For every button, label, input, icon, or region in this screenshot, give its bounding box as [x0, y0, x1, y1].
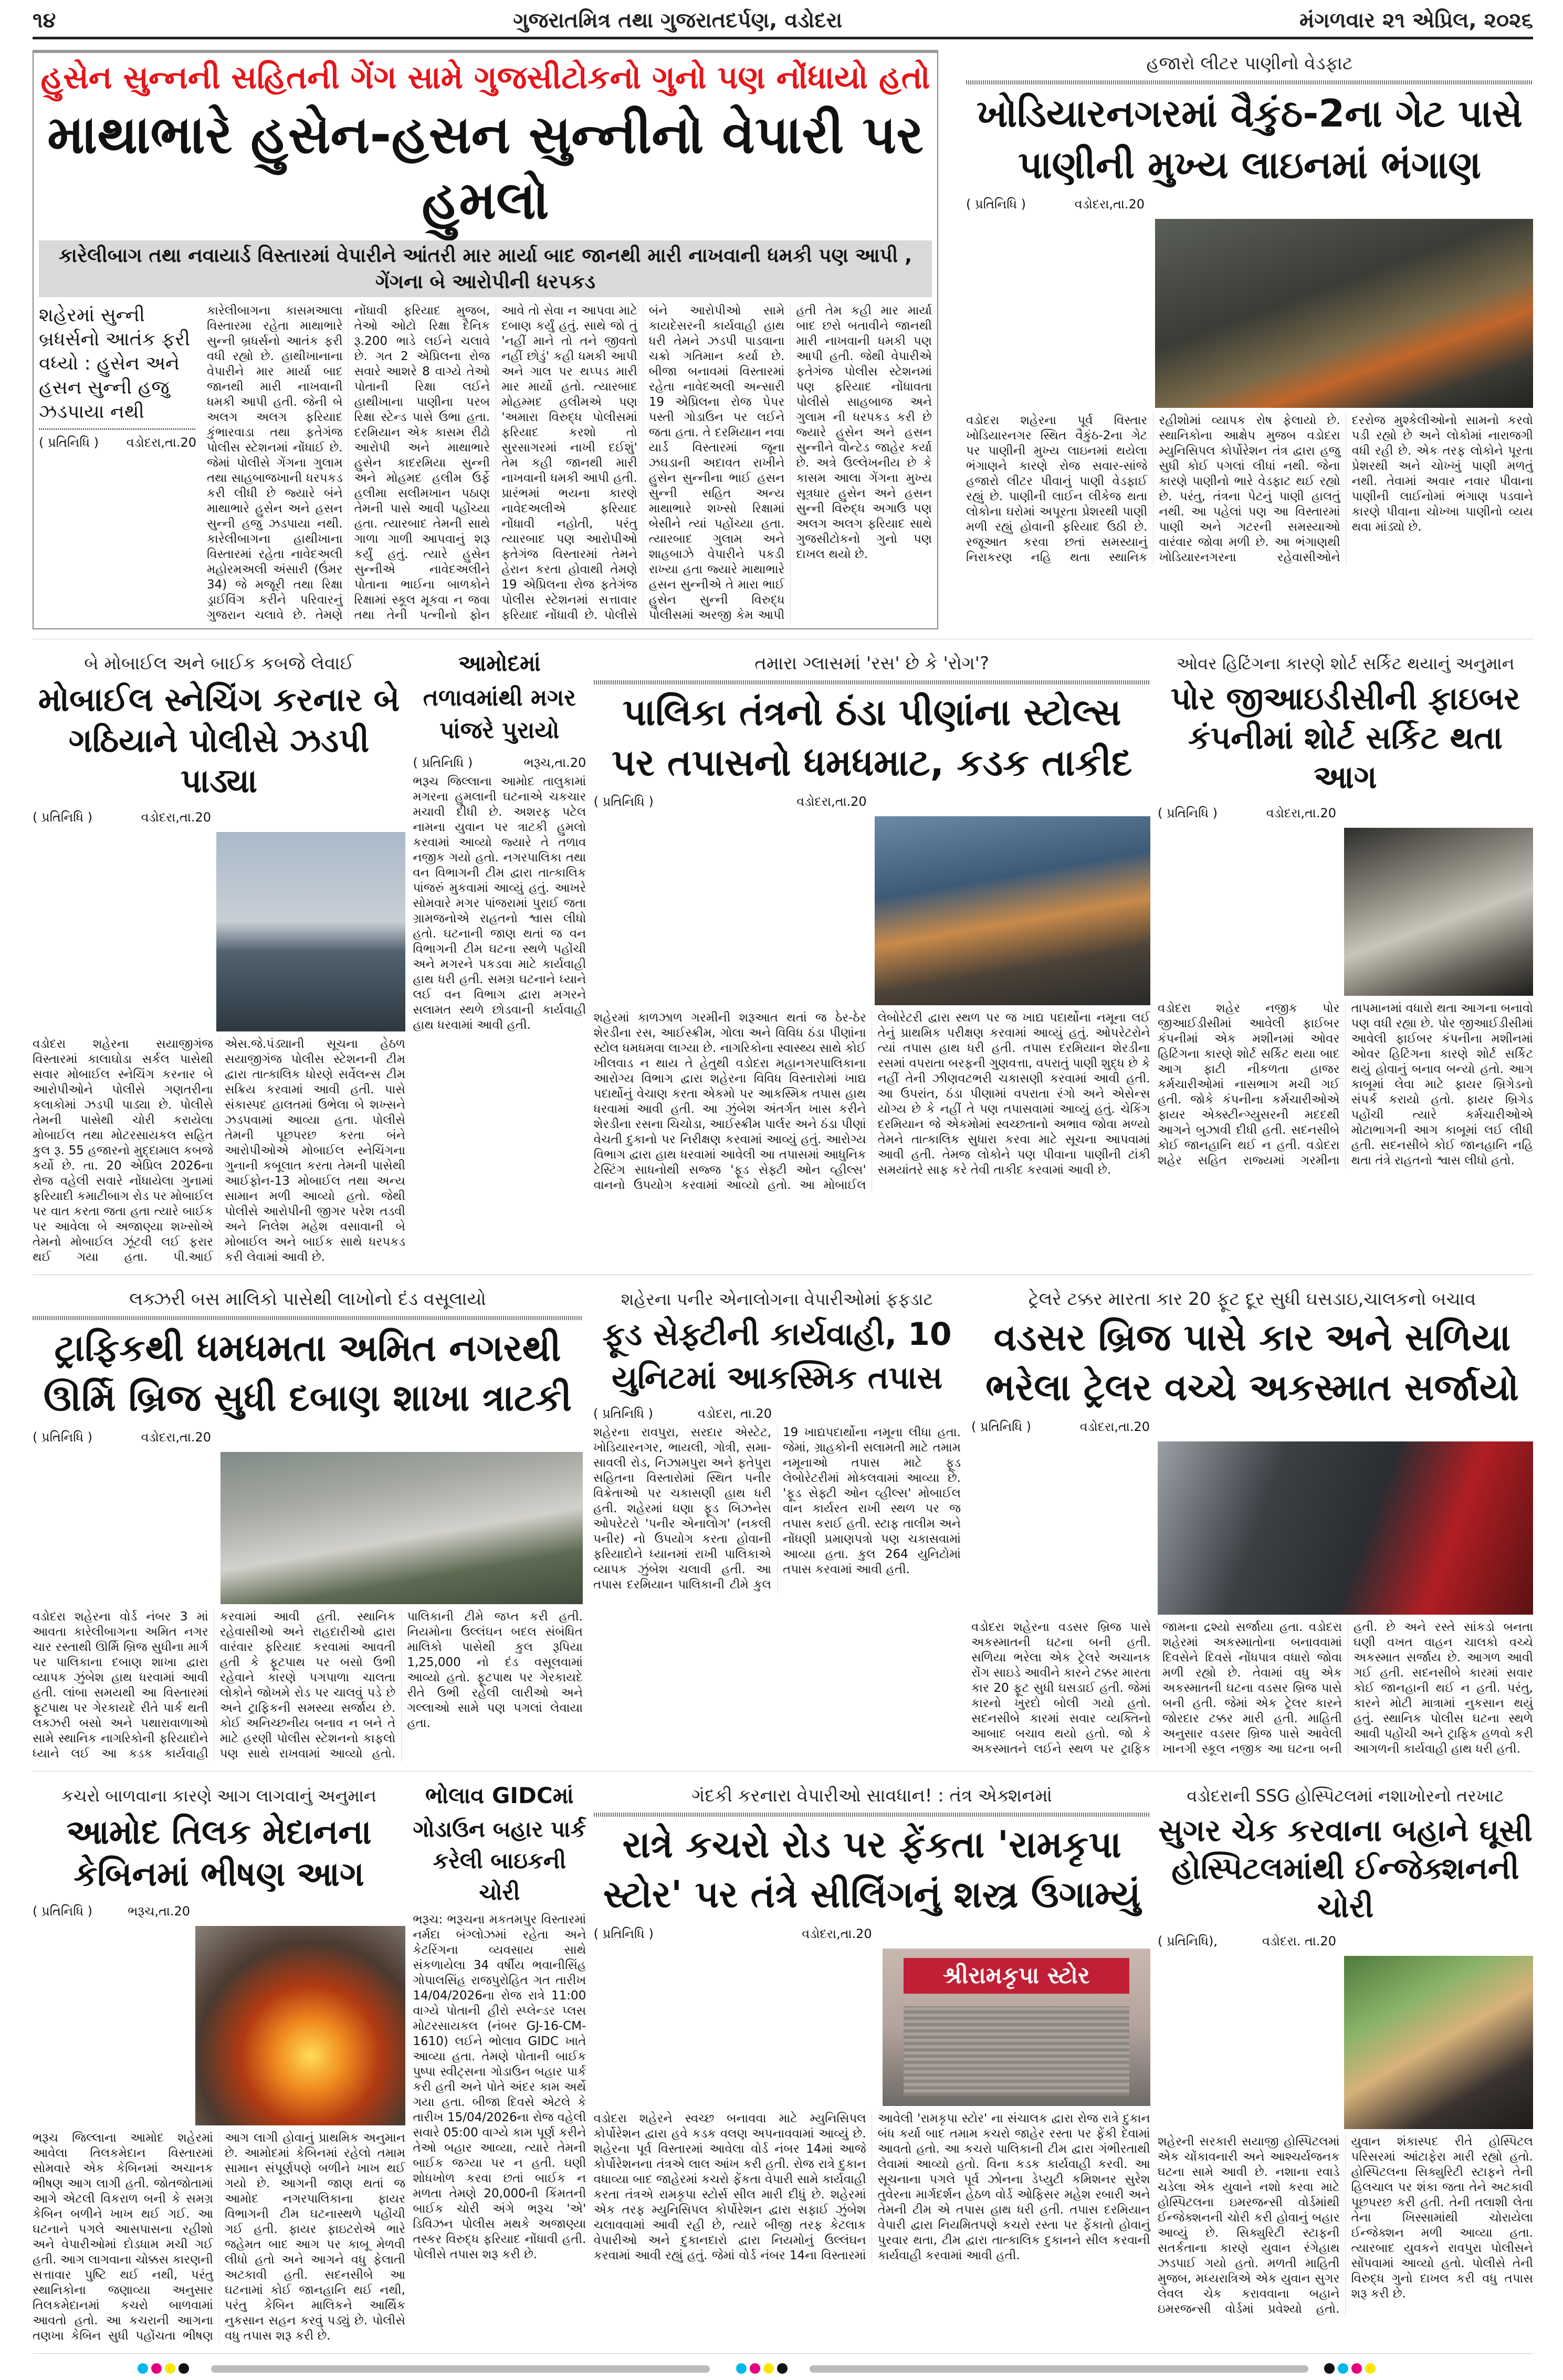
black-mark: [777, 2363, 788, 2374]
byline-source: ( પ્રતિનિધિ ): [33, 809, 93, 825]
story-mobile-snatchers: [33, 650, 405, 1265]
story-body: વડોદરા શહેર નજીક પોર જીઆઈડીસીમાં આવેલી ફાઈબર કંપનીમાં એક મશીનમાં ઓવર હિટિંગના કારણે શોર્ટ સર્કિટ થયા બાદ આગ ફાટી નીકળતા હાજર કર્મચારીઓમાં નાસભાગ મચી ગઈ હતી. જોકે કંપનીના કર્મચારીઓએ ફાયર એક્સ્ટીન્ગ્યુસરની મદદથી આગને બુઝાવી દીધી હતી. સદનસીબે કોઈ જાનહાનિ થઈ ન હતી. વડોદરા શહેર સહિત રાજ્યમાં ગરમીના તાપમાનમાં વધારો થતા આગના બનાવો પણ વધી રહ્યા છે. પોર જીઆઈડીસીમાં આવેલી ફાઈબર કંપનીના મશીનમાં ઓવર હિટિંગના કારણે શોર્ટ સર્કિટ થયું હોવાનું બનાવ બન્યો હતો. આગ કાબૂમાં લેવા માટે ફાયર બ્રિગેડનો સંપર્ક કરાયો હતો. ફાયર બ્રિગેડ પહોંચી ત્યારે કર્મચારીઓએ મોટાભાગની આગ કાબૂમાં લઈ લીધી હતી. સદનસીબે કોઈ જાનહાનિ નહિ થતા તંત્રે રાહતનો શ્વાસ લીધો હતો.: [1157, 1002, 1533, 1167]
print-bar: [211, 2365, 710, 2373]
story-bholav-bike-theft: [413, 1782, 586, 2263]
byline-source: ( પ્રતિનિધિ ): [413, 755, 473, 770]
byline: [33, 1903, 190, 1920]
byline: [1158, 805, 1336, 822]
byline-dateline: ભરૂચ,તા.20: [523, 755, 586, 770]
story-body: [966, 413, 1533, 565]
byline: [971, 1418, 1150, 1435]
story-cold-drink-stalls: [594, 650, 1150, 1193]
byline: [33, 809, 211, 826]
story-headline-line2: યુનિટમાં આકસ્મિક તપાસ: [612, 1359, 942, 1396]
accident-car-trailer-photo: [1158, 1441, 1533, 1615]
story-kicker: ભોલાવ GIDCમાં: [425, 1782, 574, 1808]
story-headline: ગોડાઉન બહાર પાર્ક કરેલી બાઇકની ચોરી: [413, 1816, 586, 1905]
row-1: [33, 45, 1533, 639]
byline: [413, 754, 586, 771]
byline-source: ( પ્રતિનિધિ),: [1157, 1934, 1218, 1949]
yellow-mark: [165, 2363, 175, 2374]
yellow-mark: [763, 2363, 774, 2374]
yellow-mark: [1365, 2363, 1376, 2374]
story-headline: માથાભારે હુસેન-હસન સુન્નીનો વેપારી પર હુમલો: [47, 104, 924, 231]
story-body-text: વડોદરા શહેરના પૂર્વ વિસ્તાર ખોડિયારનગર સ્થિત વૈકુંઠ-2ના ગેટ પર પાણીની મુખ્ય લાઇનમાં થયેલા ભંગાણને કારણે રોજ સવાર-સાંજે હજારો લીટર પીવાનું પાણી વેડફાઈ રહ્યું છે. પાણીની લાઈન લીકેજ થતા લોકોના ઘરોમાં અપૂરતા પ્રેશરથી પાણી મળી રહ્યું હોવાની ફરિયાદ ઉઠી છે. રજૂઆત કરવા છતાં સમસ્યાનું નિરાકરણ નહિ થતા સ્થાનિક રહીશોમાં વ્યાપક રોષ ફેલાયો છે. સ્થાનિકોના આક્ષેપ મુજબ વડોદરા મ્યુનિસિપલ કોર્પોરેશન તંત્ર દ્વારા હજુ સુધી કોઈ પગલાં લીધાં નથી. જેના કારણે પાણીનો ભારે વેડફાટ થઈ રહ્યો છે. પરંતુ, તંત્રના પેટનું પાણી હાલતું નથી. આ પહેલાં પણ આ વિસ્તારમાં પાણી અને ગટરની સમસ્યાઓ વારંવાર જોવા મળી છે. આ ભંગાણથી ખોડિયારનગરના રહેવાસીઓને દરરોજ મુશ્કેલીઓનો સામનો કરવો પડી રહ્યો છે અને લોકોમાં નારાજગી વધી રહી છે. એક તરફ લોકોને પૂરતા પ્રેશરથી અને ચોખ્ખું પાણી મળતું નથી. તેવામાં અવાર નવાર પીવાના પાણીની લાઈનોમાં ભંગાણ પડવાને કારણે પીવાના ચોખ્ખા પાણીનો વ્યય થવા માંડ્યો છે.: [966, 414, 1533, 564]
divider: [966, 80, 1533, 85]
story-kicker: તમારા ગ્લાસમાં 'રસ' છે કે 'રોગ'?: [754, 653, 990, 674]
story-body: વડોદરા શહેરના વડસર બ્રિજ પાસે અકસ્માતની ઘટના બની હતી. સળિયા ભરેલા એક ટ્રેલરે અચાનક રોંગ સાઇડે આવીને કારને ટક્કર મારતા કાર 20 ફૂટ સુધી ઘસડાઈ હતી. જેમાં કારનો ખુરદો બોલી ગયો હતો. સદનસીબે કારમાં સવાર વ્યક્તિનો આબાદ બચાવ થયો હતો. જો કે અકસ્માતને લઈને સ્થળ પર ટ્રાફિક જામના દ્રશ્યો સર્જાયા હતા. વડોદરા શહેરમાં અકસ્માતોના બનાવવામાં દિવસેને દિવસે નોંધપાત્ર વધારો જોવા મળી રહ્યો છે. તેવામાં વધુ એક અકસ્માતની ઘટના વડસર બ્રિજ પાસે બની હતી. જેમાં એક ટ્રેલર કારને જોરદાર ટક્કર મારી હતી. માહિતી અનુસાર વડસર બ્રિજ પાસે આવેલી ખાનગી સ્કૂલ નજીક આ ઘટના બની હતી. છે અને રસ્તે સાંકડો બનતા ઘણી વખત વાહન ચાલકો વચ્ચે અકસ્માત સર્જાય છે. આગળ આવી ગઈ હતી. સદનસીબે કારમાં સવાર કોઈ જાનહાની થઈ ન હતી. પરંતુ, કારને મોટી માત્રામાં નુકસાન થયું હતું. સ્થાનિક પોલીસ ઘટના સ્થળે આવી પહોંચી અને ટ્રાફિક હળવો કરી આગળની કાર્યવાહી હાથ ધરી હતી.: [971, 1620, 1533, 1756]
story-por-gidc-fire: [1158, 650, 1533, 1168]
registration-marks: [1324, 2363, 1379, 2376]
byline-source: ( પ્રતિનિધિ ): [33, 1903, 93, 1919]
story-body: વડોદરા શહેરના સયાજીગંજ વિસ્તારમાં કાલાઘોડા સર્કલ પાસેથી સવાર મોબાઈલ સ્નેચિંગ કરનાર બે આરોપીઓને પોલીસે ગણતરીના કલાકોમાં ઝડપી પાડ્યા છે. પોલીસે તેમની પાસેથી ચોરી કરાયેલા મોબાઈલ તથા મોટરસાયકલ સહિત કુલ રૂ. 55 હજારનો મુદ્દામાલ કબજે કર્યો છે. તા. 20 એપ્રિલ 2026ના રોજ વહેલી સવારે નોંધાયેલા ગુનામાં ફરિયાદી કમાટીબાગ રોડ પર મોબાઈલ પર વાત કરતા જતા હતા ત્યારે બાઈક પર આવેલા બે અજાણ્યા શખ્સોએ તેમનો મોબાઈલ ઝૂંટવી લઈ ફરાર થઈ ગયા હતા. પી.આઈ એસ.જે.પંડ્યાની સૂચના હેઠળ સયાજીગંજ પોલીસ સ્ટેશનની ટીમ દ્વારા તાત્કાલિક ધોરણે સર્વેલન્સ ટીમ સક્રિય કરવામાં આવી હતી. પાસે સંકાસ્પદ હાલતમાં ઉભેલા બે શખ્સને ઝડપવામાં આવ્યા હતા. પોલીસે તેમની પૂછપરછ કરતા બંને આરોપીઓએ મોબાઈલ સ્નેચિંગના ગુનાની કબૂલાત કરતા તેમની પાસેથી આઈફોન-13 મોબાઈલ તથા અન્ય સામાન મળી આવ્યો હતો. જેથી પોલીસે આરોપીની જીગર પરેશ તડવી અને નિલેશ મહેશ વસાવાની બે મોબાઈલ અને બાઈક સાથે ધરપકડ કરી લેવામાં આવી છે.: [33, 1037, 405, 1264]
divider: [39, 428, 196, 430]
byline-source: ( પ્રતિનિધિ ): [593, 1406, 654, 1421]
story-body: ભરૂચ: ભરૂચના મકતમપુર વિસ્તારમાં નર્મદા બંગ્લોઝમાં રહેતા અને કેટરિંગના વ્યવસાય સાથે સંકળાયેલા 34 વર્ષીય ભવાનીસિંહ ગોપાલસિંહ રાજપુરોહિત ગત તારીખ 14/04/2026ના રોજ રાત્રે 11:00 વાગ્યે પોતાની હીરો સ્પ્લેન્ડર પ્લસ મોટરસાયકલ (નંબર GJ-16-CM-1610) લઈને ભોલાવ GIDC ખાતે આવ્યા હતા. તેમણે પોતાની બાઈક પુષ્પા સ્વીટ્સના ગોડાઉન બહાર પાર્ક કરી હતી અને પોતે અંદર કામ અર્થે ગયા હતા. બીજા દિવસે એટલે કે તારીખ 15/04/2026ના રોજ વહેલી સવારે 05:00 વાગ્યે કામ પૂર્ણ કરીને તેઓ બહાર આવ્યા, ત્યારે તેમની બાઈક જગ્યા પર ન હતી. ઘણી શોધખોળ કરવા છતાં બાઈક ન મળતા તેમણે 20,000ની કિંમતની બાઈક ચોરી અંગે ભરૂચ 'એ' ડિવિઝન પોલીસ મથકે અજાણ્યા તસ્કર વિરુદ્ધ ફરિયાદ નોંધાવી હતી. પોલીસે તપાસ શરૂ કરી છે.: [413, 1913, 586, 2261]
story-body: શહેરની સરકારી સયાજી હોસ્પિટલમાં એક ચોંકાવનારી અને આશ્ચર્યજનક ઘટના સામે આવી છે. નશાના રવાડે ચડેલા એક યુવાને નશો કરવા માટે હોસ્પિટલના ઇમરજન્સી વોર્ડમાંથી ઈન્જેક્શનની ચોરી કરી હોવાનું બહાર આવ્યું છે. સિક્યુરિટી સ્ટાફની સતર્કતાના કારણે યુવાન રંગેહાથ ઝડપાઈ ગયો હતો. મળતી માહિતી મુજબ, મધ્યરાત્રિએ એક યુવાન સુગર લેવલ ચેક કરાવવાના બહાને ઇમરજન્સી વોર્ડમાં પ્રવેશ્યો હતો. યુવાન શંકાસ્પદ રીતે હોસ્પિટલ પરિસરમાં આંટાફેરા મારી રહ્યો હતો. હોસ્પિટલના સિક્યુરિટી સ્ટાફને તેની હિલચાલ પર શંકા જતા તેને અટકાવી પૂછપરછ કરી હતી. તેની તલાશી લેતા તેના ખિસ્સામાંથી ચોરાયેલા ઈન્જેક્શન મળી આવ્યા હતા. ત્યારબાદ યુવકને રાવપુરા પોલીસને સોંપવામાં આવ્યો હતો. પોલીસે તેની વિરુદ્ધ ગુનો દાખલ કરી વધુ તપાસ શરૂ કરી છે.: [1157, 2135, 1533, 2316]
byline-dateline: વડોદરા,તા.20: [1079, 1419, 1150, 1434]
date: મંગળવાર ૨૧ એપ્રિલ, ૨૦૨૬: [1299, 8, 1533, 33]
byline-dateline: વડોદરા,તા.20: [141, 809, 211, 825]
waterlogged-road-photo: [1155, 219, 1533, 408]
shop-shutter: [904, 2006, 1129, 2095]
story-headline-line1: ફૂડ સેફ્ટીની કાર્યવાહી, 10: [602, 1315, 952, 1353]
story-hussain-sunni-attack: [33, 50, 938, 629]
divider: [594, 680, 1150, 684]
story-headline-line2: પાણીની મુખ્ય લાઇનમાં ભંગાણ: [1018, 143, 1481, 187]
story-body: વડોદરા શહેરના વોર્ડ નંબર 3 માં આવતા કારેલીબાગના અમિત નગર ચાર રસ્તાથી ઊર્મિ બ્રિજ સુધીના માર્ગ પર પાલિકાના દબાણ શાખા દ્વારા વ્યાપક ઝુંબેશ હાથ ધરવામાં આવી હતી. લાંબા સમયથી આ વિસ્તારમાં ફૂટપાથ પર ગેરકાયદે રીતે પાર્ક થતી લક્ઝરી બસો અને પથારાવાળાઓ સામે સ્થાનિક નાગરિકોની ફરિયાદોને ધ્યાને લઈ આ કડક કાર્યવાહી કરવામાં આવી હતી. સ્થાનિક રહેવાસીઓ અને રાહદારીઓ દ્વારા વારંવાર ફરિયાદ કરવામાં આવતી હતી કે ફૂટપાથ પર બસો ઉભી રહેવાને કારણે પગપાળા ચાલતા લોકોને જોખમે રોડ પર ચાલવું પડે છે અને ટ્રાફિકની સમસ્યા સર્જાય છે. કોઈ અનિચ્છનીય બનાવ ન બને તે માટે હરણી પોલીસ સ્ટેશનનો કાફલો પણ સાથે રાખવામાં આવ્યો હતો. પાલિકાની ટીમે જપ્ત કરી હતી. નિયમોના ઉલ્લંઘન બદલ સંબંધિત માલિકો પાસેથી કુલ રૂપિયા 1,25,000 નો દંડ વસૂલવામાં આવ્યો હતો. ફૂટપાથ પર ગેરકાયદે રીતે ઉભી રહેલી લારીઓ અને ગલ્લાઓ સામે પણ પગલાં લેવાયા હતા.: [33, 1609, 583, 1761]
story-headline: તળાવમાંથી મગર પાંજરે પુરાયો: [423, 684, 576, 744]
page-header: [33, 7, 1533, 34]
print-bar: [810, 2365, 1308, 2373]
byline-dateline: વડોદરા,તા.20: [141, 1429, 211, 1445]
byline: [594, 793, 867, 810]
newspaper-page: [33, 0, 1533, 2380]
story-kicker: હુસેન સુન્નની સહિતની ગેંગ સામે ગુજસીટોકનો ગુનો પણ નોંધાયો હતો: [40, 59, 930, 96]
story-headline: મોબાઈલ સ્નેચિંગ કરનાર બે ગઠિયાને પોલીસે ઝડપી પાડ્યા: [38, 680, 400, 800]
cabin-fire-photo: [195, 1926, 405, 2125]
sealed-shop-photo: [883, 1949, 1150, 2106]
byline: [966, 196, 1145, 213]
story-khodiyarnagar-pipeline: [966, 50, 1533, 565]
lead-text: શહેરમાં સુન્ની બ્રધર્સનો આતંક ફરી વધ્યો : હુસેન અને હસન સુન્ની હજુ ઝડપાયા નથી: [39, 304, 191, 423]
story-headline-line1: રાત્રે કચરો રોડ પર ફેંકતા 'રામકૃપા: [622, 1823, 1121, 1866]
story-headline-line1: વડસર બ્રિજ પાસે કાર અને સળિયા: [993, 1315, 1511, 1359]
byline: [593, 1405, 772, 1422]
inspection-photo: [875, 816, 1150, 1005]
story-kicker: ગંદકી કરનારા વેપારીઓ સાવધાન! : તંત્ર એક્શનમાં: [691, 1785, 1052, 1806]
byline-dateline: વડોદરા,તા.20: [126, 435, 196, 450]
story-headline: સુગર ચેક કરવાના બહાને ઘૂસી હોસ્પિટલમાંથી ઈન્જેક્શનની ચોરી: [1158, 1812, 1533, 1924]
cyan-mark: [1338, 2363, 1348, 2374]
story-kicker: ઓવર હિટિંગના કારણે શોર્ટ સર્કિટ થયાનું અનુમાન: [1176, 654, 1515, 673]
story-vadsar-bridge-accident: [971, 1286, 1533, 1757]
story-body: ભરૂચ જિલ્લાના આમોદ તાલુકામાં મગરના હુમલાની ઘટનાએ ચકચાર મચાવી દીધી છે. અશરફ પટેલ નામના યુવાન પર ત્રાટકી હુમલો કરવામાં આવ્યો જ્યારે તે તળાવ નજીક ગયો હતો. નગરપાલિકા તથા વન વિભાગની ટીમ દ્વારા તાત્કાલિક પાંજરું મુકવામાં આવ્યું હતું. આખરે સોમવારે મગર પાંજરામાં પુરાઈ જતા ગ્રામજનોએ રાહતનો શ્વાસ લીધો હતો. ઘટનાની જાણ થતાં જ વન વિભાગની ટીમ ઘટના સ્થળે પહોંચી અને મગરને પકડવા માટે કાર્યવાહી હાથ ધરી હતી. સમગ્ર ઘટનાને ધ્યાને લઈ વન વિભાગ દ્વારા મગરને સલામત સ્થળે છોડવાની કાર્યવાહી હાથ ધરવામાં આવી હતી.: [413, 774, 586, 1032]
traffic-road-photo: [221, 1452, 583, 1604]
byline-source: ( પ્રતિનિધિ ): [1157, 806, 1218, 820]
byline-dateline: વડોદરા,તા.20: [1266, 806, 1336, 820]
black-mark: [1324, 2363, 1335, 2374]
story-kicker: વડોદરાની SSG હોસ્પિટલમાં નશાખોરનો તરખાટ: [1187, 1785, 1504, 1806]
story-headline-line2: સ્ટોર' પર તંત્રે સીલિંગનું શસ્ત્ર ઉગામ્યું: [603, 1873, 1141, 1916]
byline-dateline: વડોદરા, તા.20: [697, 1406, 772, 1421]
story-body: ભરૂચ જિલ્લાના આમોદ શહેરમાં આવેલા તિલકમેદાન વિસ્તારમાં સોમવારે એક કેબિનમાં અચાનક ભીષણ આગ લાગી હતી. જોતજોતામાં આગે એટલી વિકરાળ બની કે સમગ્ર કેબિન બળીને ખાખ થઈ ગઈ. આ ઘટનાને પગલે આસપાસના રહીશો અને વેપારીઓમાં દોડધામ મચી ગઈ હતી. આગ લાગવાના ચોક્કસ કારણની સત્તાવાર પુષ્ટિ થઈ નથી, પરંતુ સ્થાનિકોના જણાવ્યા અનુસાર તિલકમેદાનમાં કચરો બાળવામાં આવતો હતો. આ કચરાની આગના તણખા કેબિન સુધી પહોંચતા ભીષણ આગ લાગી હોવાનું પ્રાથમિક અનુમાન છે. આમોદમાં કેબિનમાં રહેલો તમામ સામાન સંપૂર્ણપણે બળીને ખાખ થઈ ગયો છે. આગની જાણ થતાં જ આમોદ નગરપાલિકાના ફાયર વિભાગની ટીમ ઘટનાસ્થળે પહોંચી ગઈ હતી. ફાયર ફાઇટરોએ ભારે જહેમત બાદ આગ પર કાબૂ મેળવી લીધો હતો અને આગને વધુ ફેલાતી અટકાવી હતી. સદનસીબે આ ઘટનામાં કોઈ જાનહાનિ થઈ નથી, પરંતુ કેબિન માલિકને આર્થિક નુકસાન સહન કરવું પડ્યું છે. પોલીસે વધુ તપાસ શરૂ કરી છે.: [33, 2131, 405, 2343]
byline-source: ( પ્રતિનિધિ ): [593, 794, 654, 809]
page-number: ૧૪: [33, 8, 56, 33]
story-ramkrupa-store-sealed: [594, 1782, 1150, 2263]
story-content: [39, 303, 932, 623]
byline-source: ( પ્રતિનિધિ ): [966, 197, 1026, 212]
header-rule: [33, 37, 1533, 39]
magenta-mark: [750, 2363, 760, 2374]
byline-dateline: વડોદરા,તા.20: [802, 1926, 872, 1941]
story-amod-cabin-fire: [33, 1782, 405, 2344]
shop-signboard: શ્રીરામકૃપા સ્ટોર: [904, 1958, 1129, 1994]
story-headline: પોર જીઆઇડીસીની ફાઇબર કંપનીમાં શોર્ટ સર્કિટ થતા આગ: [1170, 680, 1520, 796]
registration-marks: [736, 2363, 791, 2376]
byline-source: ( પ્રતિનિધિ ): [33, 1429, 93, 1445]
lead-box: [39, 303, 196, 454]
magenta-mark: [151, 2363, 162, 2374]
story-headline-line2: ભરેલા ટ્રેલર વચ્ચે અકસ્માત સર્જાયો: [985, 1366, 1519, 1409]
byline-dateline: ભરૂચ,તા.20: [128, 1903, 190, 1919]
story-kicker: શહેરના પનીર એનાલોગના વેપારીઓમાં ફફડાટ: [621, 1289, 933, 1309]
story-kicker: બે મોબાઈલ અને બાઈક કબજે લેવાઈ: [84, 653, 354, 674]
story-body: શહેરના રાવપુરા, સરદાર એસ્ટેટ, ખોડિયારનગર, ભાયલી, ગોત્રી, સમા-સાવલી રોડ, નિઝામપુરા અને ફતેપુરા સહિતના વિસ્તારોમાં સ્થિત પનીર વિક્રેતાઓ પર ચકાસણી હાથ ધરી હતી. શહેરમાં ઘણા ફૂડ બિઝનેસ ઓપરેટરો 'પનીર એનાલોગ' (નકલી પનીર) નો ઉપયોગ કરતા હોવાની ફરિયાદોને ધ્યાનમાં રાખી પાલિકાએ વ્યાપક ઝુંબેશ ચલાવી હતી. આ તપાસ દરમિયાન પાલિકાની ટીમે કુલ 19 ખાદ્યપદાર્થોના નમૂના લીધા હતા. જેમાં, ગ્રાહકોની સલામતી માટે તમામ નમૂનાઓ તપાસ માટે ફૂડ લેબોરેટરીમાં મોકલવામાં આવ્યા છે. 'ફૂડ સેફ્ટી ઓન વ્હીલ્સ' મોબાઈલ વાન કાર્યરત રાખી સ્થળ પર જ તપાસ કરાઈ હતી. સ્ટાફ તાલીમ અને નોંધણી પ્રમાણપત્રો પણ ચકાસવામાં આવ્યા હતા. કુલ 264 યુનિટોમાં તપાસ કરવામાં આવી હતી.: [593, 1425, 961, 1592]
byline-dateline: વડોદરા,તા.20: [1074, 197, 1145, 212]
story-headline-line1: ખોડિયારનગરમાં વૈકુંઠ-2ના ગેટ પાસે: [977, 91, 1523, 135]
byline-source: ( પ્રતિનિધિ ): [593, 1926, 654, 1941]
byline: [33, 1429, 211, 1446]
byline-source: ( પ્રતિનિધિ ): [971, 1419, 1032, 1434]
story-headline-line2: ઊર્મિ બ્રિજ સુધી દબાણ શાખા ત્રાટકી: [43, 1376, 572, 1419]
cyan-mark: [138, 2363, 148, 2374]
story-headline-line1: પાલિકા તંત્રનો ઠંડા પીણાંના સ્ટોલ્સ: [622, 691, 1121, 734]
black-mark: [179, 2363, 189, 2374]
story-kicker: આમોદમાં: [458, 650, 541, 676]
story-ssg-injection-theft: [1158, 1782, 1533, 2318]
accused-photo: [1344, 1956, 1533, 2129]
story-food-safety-paneer: [593, 1286, 961, 1593]
story-headline-line1: ટ્રાફિકથી ધમધમતા અમિત નગરથી: [54, 1326, 561, 1370]
byline-dateline: વડોદરા. તા.20: [1262, 1934, 1336, 1949]
registration-marks: [138, 2363, 192, 2376]
story-kicker: કચરો બાળવાના કારણે આગ લાગવાનું અનુમાન: [61, 1785, 376, 1806]
divider: [33, 1316, 583, 1320]
row-3: [33, 1280, 1533, 1772]
story-encroachment-drive: [33, 1286, 583, 1762]
story-headline: આમોદ તિલક મેદાનના કેબિનમાં ભીષણ આગ: [66, 1813, 372, 1894]
byline: [39, 434, 196, 451]
byline: [1158, 1933, 1336, 1950]
story-subhead: કારેલીબાગ તથા નવાયાર્ડ વિસ્તારમાં વેપારીને આંતરી માર માર્યા બાદ જાનથી મારી નાખવાની ધમકી પણ આપી , ગેંગના બે આરોપીની ધરપકડ: [39, 240, 932, 297]
masthead: ગુજરાતમિત્ર તથા ગુજરાતદર્પણ, વડોદરા: [513, 8, 843, 33]
story-headline-line2: પર તપાસનો ધમધમાટ, કડક તાકીદ: [612, 741, 1132, 784]
accused-with-police-photo: [216, 832, 405, 1031]
story-kicker: લક્ઝરી બસ માલિકો પાસેથી લાખોનો દંડ વસૂલાયો: [129, 1288, 486, 1310]
magenta-mark: [1351, 2363, 1362, 2374]
story-body: કારેલીબાગના કાસમઆલા વિસ્તારમા રહેતા માથાભારે સુન્ની બ્રધર્સનો આતંક ફરી વધી રહ્યો છે. હાથીખાનાના વેપારીને માર માર્યા બાદ જાનથી મારી નાખવાની ધમકી આપી હતી. જેની બે અલગ અલગ ફરિયાદ કુંભારવાડા તથા ફતેગંજ પોલીસ સ્ટેશનમાં નોંધાઈ છે. જેમાં પોલીસે ગેંગના ગુલામ તથા સાહબાજખાની ધરપકડ કરી લીધી છે જ્યારે બંને માથાભારે હુસેન અને હસન સુન્ની હજુ ઝડપાયા નથી. કારેલીબાગના હાથીખાના વિસ્તારમાં રહેતા નાવેદઅલી મહોરમઅલી અંસારી (ઉંમર 34) જે મજૂરી તથા રિક્ષા ડ્રાઈવિંગ કરીને પરિવારનું ગુજરાન ચલાવે છે. તેમણે નોંધાવી ફરિયાદ મુજબ, તેઓ ઓટો રિક્ષા દૈનિક રૂ.200 ભાડે લઈને ચલાવે છે. ગત 2 એપ્રિલના રોજ સવારે આશરે 8 વાગ્યે તેઓ પોતાની રિક્ષા લઈને હાથીખાના પાણીના પરબ રિક્ષા સ્ટેન્ડ પાસે ઉભા હતા. દરમિયાન એક કાસમ રીઢો આરોપી અને માથાભારે હુસેન કાદરમિયા સુન્ની અને મોહમદ હલીમ ઉર્ફે હલીમા સલીમખાન પઠાણ તેમની પાસે આવી પહોંચ્યા હતા. ત્યારબાદ તેમની સાથે ગાળા ગાળી આપવાનું શરૂ કર્યું હતું. ત્યારે હુસેન સુન્નીએ નાવેદઅલીને પોતાના ભાઈના બાળકોને રિક્ષામાં સ્કૂલ મૂકવા ન જવા તથા તેની પત્નીનો ફોન આવે તો સેવા ન આપવા માટે દબાણ કર્યું હતું. સાથે જો તું 'નહીં માને તો તને જીવતો નહીં છોડું' કહી ધમકી આપી અને ગાલ પર થપ્પડ મારી માર માર્યો હતો. ત્યારબાદ મોહમ્મદ હલીમએ પણ 'અમારા વિરુદ્ધ પોલીસમાં ફરિયાદ કરશો તો સુરસાગરમાં નાખી દઈશું' તેમ કહી જાનથી મારી નાખવાની ધમકી આપી હતી. પ્રારંભમાં ભયના કારણે નાવેદઅલીએ ફરિયાદ નોંધાવી નહોતી, પરંતુ ત્યારબાદ પણ આરોપીઓ ફતેગંજ વિસ્તારમાં તેમને હેરાન કરતા હોવાથી તેમણે 19 એપ્રિલના રોજ ફતેગંજ પોલીસ સ્ટેશનમાં સત્તાવાર ફરિયાદ નોંધાવી છે. પોલીસે બંને આરોપીઓ સામે કાયદેસરની કાર્યવાહી હાથ ધરી તેમને ઝડપી પાડવાના ચક્રો ગતિમાન કર્યા છે. બીજા બનાવમાં વિસ્તારમાં રહેતા નાવેદઅલી અન્સારી 19 એપ્રિલના રોજ પેપર પસ્તી ગોડાઉન પર લઈને જતા હતા. તે દરમિયાન નવા યાર્ડ વિસ્તારમાં જૂના ઝઘડાની અદાવત રાખીને હુસેન સુન્નીના ભાઈ હસન સુન્ની સહિત અન્ય માથાભારે શખ્સો રિક્ષામાં બેસીને ત્યાં પહોંચ્યા હતા. ત્યારબાદ ગુલામ અને શાહબાઝે વેપારીને પકડી રાખ્યા હતા જ્યારે માથાભારે હસન સુન્નીએ તે મારા ભાઈ હુસેન સુન્ની વિરુદ્ધ પોલીસમાં અરજી કેમ આપી હતી તેમ કહી માર માર્યા બાદ છરો બતાવીને જાનથી મારી નાખવાની ધમકી પણ આપી હતી. જેથી વેપારીએ ફતેગંજ પોલીસ સ્ટેશનમાં પણ ફરિયાદ નોંધાવતા પોલીસે સાહબાજ અને ગુલામ ની ધરપકડ કરી છે જ્યારે હુસેન અને હસન સુન્નીને વોન્ટેડ જાહેર કર્યા છે. અત્રે ઉલ્લેખનીય છે કે કાસમ આલા ગેંગના મુખ્ય સૂત્રધાર હુસેન અને હસન સુન્ની વિરુદ્ધ અગાઉ પણ અલગ અલગ ફરિયાદ સાથે ગુજસીટોકનો ગુનો પણ દાખલ થયો છે.: [207, 304, 932, 622]
registration-strip: [33, 2359, 1533, 2380]
byline-dateline: વડોદરા,તા.20: [796, 794, 867, 809]
factory-fire-photo: [1344, 828, 1533, 996]
byline: [594, 1925, 872, 1942]
story-body: શહેરમાં કાળઝાળ ગરમીની શરૂઆત થતાં જ ઠેર-ઠેર શેરડીના રસ, આઈસ્ક્રીમ, ગોલા અને વિવિધ ઠંડા પીણાંના સ્ટોલ ધમધમવા લાગ્યા છે. નાગરિકોના સ્વાસ્થ્ય સાથે કોઈ ખીલવાડ ન થાય તે હેતુથી વડોદરા મહાનગરપાલિકાના આરોગ્ય વિભાગ દ્વારા શહેરના વિવિધ વિસ્તારોમાં ખાદ્ય પદાર્થોનું વેચાણ કરતા એકમો પર આકસ્મિક તપાસ હાથ ધરવામાં આવી હતી. આ ઝુંબેશ અંતર્ગત ખાસ કરીને શેરડીના રસના ચિચોડા, આઈસ્ક્રીમ પાર્લર અને ઠંડા પીણાં વેચતી દુકાનો પર નિરીક્ષણ કરવામાં આવ્યું હતું. આરોગ્ય વિભાગ દ્વારા હાથ ધરવામાં આવેલી આ તપાસમાં આધુનિક ટેસ્ટિંગ સાધનોથી સજ્જ 'ફૂડ સેફ્ટી ઓન વ્હીલ્સ' વાનનો ઉપયોગ કરવામાં આવ્યો હતો. આ મોબાઈલ લેબોરેટરી દ્વારા સ્થળ પર જ ખાદ્ય પદાર્થોના નમૂના લઈ તેનું પ્રાથમિક પરીક્ષણ કરવામાં આવ્યું હતું. ઓપરેટરોને ત્યાં તપાસ હાથ ધરી હતી. તપાસ દરમિયાન શેરડીના રસમાં વપરાતા બરફની ગુણવત્તા, વપરાતું પાણી શુદ્ધ છે કે નહીં તેની ઝીણવટભરી ચકાસણી કરવામાં આવી હતી. આ ઉપરાંત, ઠંડા પીણામાં વપરાતા રંગો અને એસેન્સ યોગ્ય છે કે નહીં તે પણ તપાસવામાં આવ્યું હતું. ચેકિંગ દરમિયાન જે એકમોમાં સ્વચ્છતાનો અભાવ જોવા મળ્યો તેમને તાત્કાલિક સુધારા કરવા માટે સૂચના આપવામાં આવી હતી. તેમજ લોકોને પણ પીવાના પાણીની ટાંકી સમયાંતરે સાફ કરે તેવી તાકીદ કરવામાં આવી છે.: [593, 1011, 1150, 1192]
byline-source: ( પ્રતિનિધિ ): [39, 435, 99, 450]
cyan-mark: [736, 2363, 747, 2374]
story-body: વડોદરા શહેરને સ્વચ્છ બનાવવા માટે મ્યુનિસિપલ કોર્પોરેશન દ્વારા હવે કડક વલણ અપનાવવામાં આવ્યું છે. શહેરના પૂર્વ વિસ્તારમાં આવેલા વોર્ડ નંબર 14માં આજે કોર્પોરેશનના તંત્રએ લાલ આંખ કરી હતી. રોજ રાત્રે દુકાન વધાવ્યા બાદ જાહેરમાં કચરો ફેંકતા વેપારી સામે કાર્યવાહી કરતા તંત્રએ રામકૃપા સ્ટોર્સ સીલ મારી દીધું છે. શહેરમાં એક તરફ મ્યુનિસિપલ કોર્પોરેશન દ્વારા સફાઈ ઝુંબેશ ચલાવવામાં આવી રહી છે, ત્યારે બીજી તરફ કેટલાક વેપારીઓ અને દુકાનદારો દ્વારા નિયમોનું ઉલ્લંઘન કરવામાં આવી રહ્યું હતું. જેમાં વોર્ડ નંબર 14ના વિસ્તારમાં આવેલી 'રામકૃપા સ્ટોર' ના સંચાલક દ્વારા રોજ રાત્રે દુકાન બંધ કર્યા બાદ તમામ કચરો જાહેર રસ્તા પર ફેંકી દેવામાં આવતો હતો. આ કચરો પાલિકાની ટીમ દ્વારા ગંભીરતાથી લેવામાં આવ્યો હતો. વિના કડક કાર્યવાહી કરવી. આ સૂચનાના પગલે પૂર્વ ઝોનના ડેપ્યુટી કમિશનર સુરેશ તુવેરના માર્ગદર્શન હેઠળ વોર્ડ ઓફિસર મહેશ રબારી અને તેમની ટીમ એ તપાસ હાથ ધરી હતી. તપાસ દરમિયાન વેપારી દ્વારા નિયમિતપણે કચરો રસ્તા પર ફેંકાતો હોવાનું પુરવાર થતા, ટીમ દ્વારા તાત્કાલિક દુકાનને સીલ કરવાની કાર્યવાહી કરવામાં આવી હતી.: [593, 2111, 1150, 2262]
story-kicker: ટ્રેલરે ટક્કર મારતા કાર 20 ફૂટ દૂર સુધી ઘસડાઇ,ચાલકનો બચાવ: [1028, 1288, 1476, 1310]
row-2: [33, 645, 1533, 1275]
divider: [594, 1813, 1150, 1817]
story-kicker: હજારો લીટર પાણીનો વેડફાટ: [1146, 53, 1353, 74]
story-amod-crocodile: [413, 650, 586, 1033]
row-4: [33, 1777, 1533, 2354]
